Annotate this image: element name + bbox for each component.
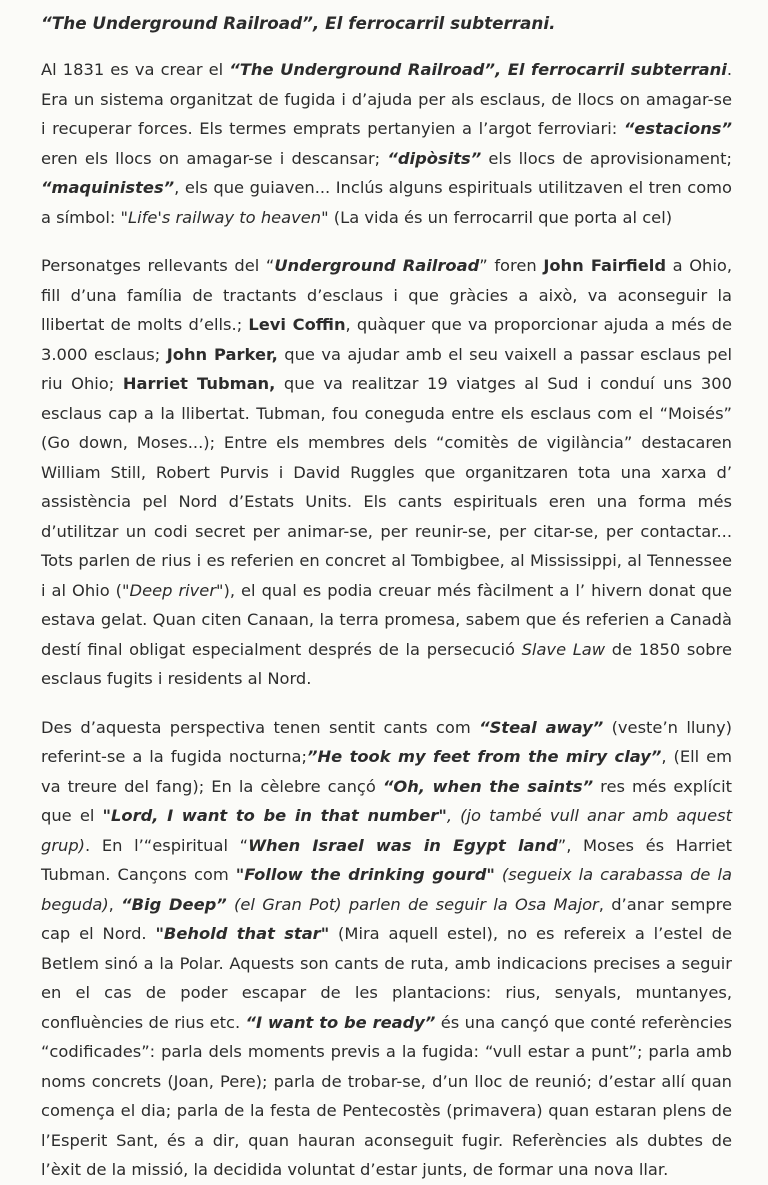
emphasized-text: (segueix la carabassa de la beguda) <box>41 865 732 914</box>
text-run: ” foren <box>479 256 544 275</box>
emphasized-text: Life's railway to heaven <box>128 207 322 227</box>
emphasized-text: Deep river <box>129 580 217 600</box>
text-run: és una cançó que conté referències “codificades”: parla dels moments previs a la fugida: “vull estar a punt”; parla amb noms concrets (Joan, Pere); parla de trobar-se, d’un lloc de reunió; d’estar allí quan comença el dia; parla de la festa de Pentecostès (primavera) quan estaran plens de l’Esperit Sant, és a dir, quan hauran aconseguit fugir. Referències als dubtes de l’èxit de la missió, la decidida voluntat d’estar junts, de formar una nova llar. <box>41 1012 732 1179</box>
paragraph-3 <box>41 713 732 1185</box>
emphasized-text: “Steal away” <box>479 717 604 737</box>
text-run: (veste’n lluny) referint-se a la fugida nocturna; <box>41 717 732 766</box>
text-run: "), el qual es podia creuar més fàcilment a l’ hivern donat que estava gelat. Quan citen Canaan, la terra promesa, sabem que és referien a Canadà destí final obligat especialment després de la persecució <box>41 580 732 659</box>
emphasized-text: ”He took my feet from the miry clay” <box>306 747 662 766</box>
emphasized-text: “The Underground Railroad”, El ferrocarril subterrani <box>229 60 727 79</box>
emphasized-text: John Fairfield <box>543 256 666 275</box>
document-title: “The Underground Railroad”, El ferrocarril subterrani. <box>41 13 556 33</box>
text-run: Des d’aquesta perspectiva tenen sentit cants com <box>41 717 480 737</box>
text-run: (Mira aquell estel), no es refereix a l’estel de Betlem sinó a la Polar. Aquests son cants de ruta, amb indicacions precises a seguir en el cas de poder escapar de les plantacions: rius, senyals, muntanyes, confluències de rius etc. <box>41 924 732 1032</box>
text-run: , (Ell em va treure del fang); En la cèlebre cançó <box>41 747 732 796</box>
text-run: Al 1831 es va crear el <box>41 60 230 79</box>
text-run: res més explícit que el <box>41 776 732 825</box>
text-run: eren els llocs on amagar-se i descansar; <box>41 148 388 168</box>
emphasized-text: (el Gran Pot) parlen de seguir la Osa Major <box>226 894 599 914</box>
text-run: que va ajudar amb el seu vaixell a passar esclaus pel riu Ohio; <box>41 344 733 393</box>
text-run: , els que guiaven... Inclús alguns espirituals utilitzaven el tren como a símbol: " <box>41 178 732 227</box>
emphasized-text: When Israel was in Egypt land <box>248 835 558 855</box>
text-run: . En l’“espiritual “ <box>85 835 249 855</box>
emphasized-text: Underground Railroad <box>274 256 480 275</box>
emphasized-text: , (jo també vull anar amb aquest grup) <box>41 806 733 855</box>
text-run: a Ohio, fill d’una família de tractants d’esclaus i que gràcies a això, va aconseguir la llibertat de molts d’ells.; <box>41 256 733 334</box>
emphasized-text: “I want to be ready” <box>245 1012 436 1032</box>
text-run: . Era un sistema organitzat de fugida i d’ajuda per als esclaus, de llocs on amagar-se i recuperar forces. Els termes emprats pertanyien a l’argot ferroviari: <box>41 60 732 138</box>
text-run: ”, Moses és Harriet Tubman. Cançons com <box>41 835 732 884</box>
text-run: , d’anar sempre cap el Nord. <box>41 894 733 943</box>
emphasized-text: Slave Law <box>521 639 606 659</box>
paragraph-2 <box>41 251 732 694</box>
emphasized-text: Harriet Tubman, <box>122 374 276 393</box>
emphasized-text: "Lord, I want to be in that number" <box>102 806 447 825</box>
text-run: Personatges rellevants del “ <box>41 256 275 275</box>
emphasized-text: “maquinistes” <box>41 178 175 197</box>
emphasized-text: Levi Coffin <box>248 315 346 334</box>
emphasized-text: "Follow the drinking gourd" <box>235 865 495 884</box>
text-run: de 1850 sobre esclaus fugits i residents al Nord. <box>41 639 732 688</box>
emphasized-text: “dipòsits” <box>387 148 482 168</box>
emphasized-text: “estacions” <box>623 119 732 138</box>
paragraph-1 <box>41 55 732 232</box>
emphasized-text: John Parker, <box>166 344 278 364</box>
emphasized-text: “Oh, when the saints” <box>382 776 594 796</box>
text-run: " (La vida és un ferrocarril que porta al cel) <box>321 207 673 227</box>
text-run: , <box>108 894 122 914</box>
text-run: que va realitzar 19 viatges al Sud i conduí uns 300 esclaus cap a la llibertat. Tubman, fou coneguda entre els esclaus com el “Moisés” (Go down, Moses...); Entre els membres dels “comitès de vigilància” destacaren William Still, Robert Purvis i David Ruggles que organitzaren tota una xarxa d’ assistència pel Nord d’Estats Units. Els cants espirituals eren una forma més d’utilitzar un codi secret per animar-se, per reunir-se, per citar-se, per contactar... Tots parlen de rius i es referien en concret al Tombigbee, al Mississippi, al Tennessee i al Ohio (" <box>41 374 732 600</box>
text-run: els llocs de aprovisionament; <box>481 148 732 168</box>
emphasized-text: "Behold that star" <box>155 924 330 943</box>
emphasized-text: “Big Deep” <box>121 894 227 914</box>
text-run: , quàquer que va proporcionar ajuda a més de 3.000 esclaus; <box>41 315 732 364</box>
